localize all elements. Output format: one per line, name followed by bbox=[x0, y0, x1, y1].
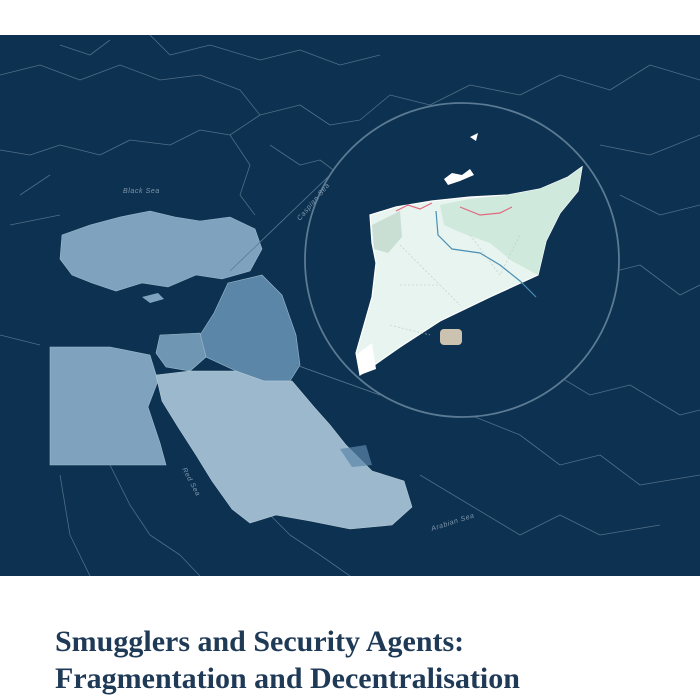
desert-patch bbox=[440, 329, 462, 345]
title-line-2: Fragmentation and Decentralisation bbox=[55, 662, 520, 695]
turkey-region bbox=[60, 211, 262, 291]
jordan-region bbox=[156, 333, 206, 371]
arabian-sea-label: Arabian Sea bbox=[430, 512, 476, 533]
document-title bbox=[55, 623, 675, 697]
iraq-region bbox=[200, 275, 300, 381]
caspian-sea-label: Caspian Sea bbox=[296, 182, 332, 223]
cyprus-island bbox=[142, 293, 164, 303]
map-panel bbox=[0, 35, 700, 576]
red-sea-label: Red Sea bbox=[180, 466, 202, 498]
arabia-region bbox=[156, 371, 412, 529]
region-map bbox=[0, 35, 700, 576]
egypt-region bbox=[50, 347, 166, 465]
title-line-1: Smugglers and Security Agents: bbox=[55, 625, 465, 658]
black-sea-label: Black Sea bbox=[123, 188, 160, 195]
